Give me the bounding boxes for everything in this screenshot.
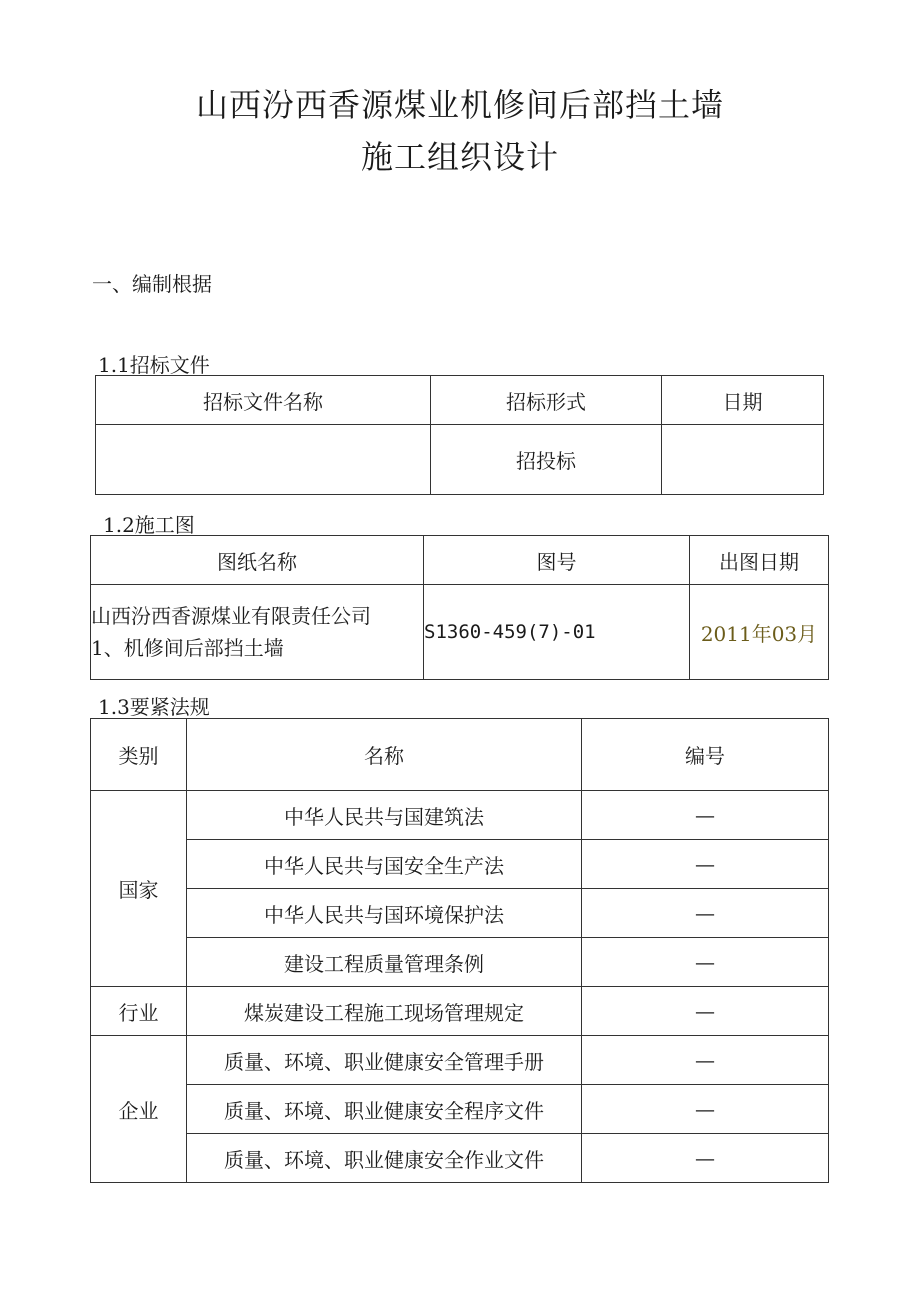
table-row [91, 840, 829, 889]
table-row [91, 1036, 829, 1085]
drawing-name-cell [91, 585, 424, 680]
regulation-name-cell: 质量、环境、职业健康安全程序文件 [187, 1085, 582, 1134]
drawing-name-line1: 山西汾西香源煤业有限责任公司 [91, 604, 371, 628]
regulation-code-cell: — [582, 938, 829, 987]
subsection-heading-tender: 1.1招标文件 [98, 353, 210, 377]
header-cell: 图纸名称 [91, 536, 424, 585]
category-cell: 行业 [91, 987, 187, 1036]
header-cell: 图号 [424, 536, 690, 585]
header-cell: 招标文件名称 [96, 376, 431, 425]
drawing-date-cell: 2011年03月 [690, 585, 829, 680]
table-cell [96, 425, 431, 495]
document-title-line2: 施工组织设计 [360, 138, 559, 176]
table-row [91, 1134, 829, 1183]
regulation-name-cell: 煤炭建设工程施工现场管理规定 [187, 987, 582, 1036]
header-cell: 出图日期 [690, 536, 829, 585]
document-title-line1: 山西汾西香源煤业机修间后部挡土墙 [195, 86, 724, 124]
table-cell [662, 425, 824, 495]
regulation-name-cell: 质量、环境、职业健康安全管理手册 [187, 1036, 582, 1085]
tender-documents-table [95, 375, 824, 495]
table-row [91, 791, 829, 840]
regulation-code-cell: — [582, 987, 829, 1036]
table-cell: 招投标 [431, 425, 662, 495]
drawing-code-cell: S1360-459(7)-01 [424, 585, 690, 680]
regulation-code-cell: — [582, 840, 829, 889]
table-row [91, 1085, 829, 1134]
header-cell: 类别 [91, 719, 187, 791]
drawings-table [90, 535, 829, 680]
table-header-row [91, 536, 829, 585]
category-cell: 国家 [91, 791, 187, 987]
regulation-name-cell: 中华人民共与国环境保护法 [187, 889, 582, 938]
table-row [91, 987, 829, 1036]
subsection-heading-regulations: 1.3要紧法规 [98, 695, 210, 719]
header-cell: 招标形式 [431, 376, 662, 425]
table-row [96, 425, 824, 495]
regulation-code-cell: — [582, 889, 829, 938]
regulation-code-cell: — [582, 1085, 829, 1134]
table-header-row [91, 719, 829, 791]
header-cell: 日期 [662, 376, 824, 425]
section-heading: 一、编制根据 [92, 272, 212, 296]
table-header-row [96, 376, 824, 425]
regulation-name-cell: 建设工程质量管理条例 [187, 938, 582, 987]
header-cell: 名称 [187, 719, 582, 791]
regulation-code-cell: — [582, 1134, 829, 1183]
subsection-heading-drawings: 1.2施工图 [103, 513, 195, 537]
regulation-code-cell: — [582, 1036, 829, 1085]
table-row [91, 889, 829, 938]
drawing-name-line2: 1、机修间后部挡土墙 [91, 636, 284, 660]
header-cell: 编号 [582, 719, 829, 791]
category-cell: 企业 [91, 1036, 187, 1183]
table-row [91, 938, 829, 987]
regulation-name-cell: 中华人民共与国建筑法 [187, 791, 582, 840]
table-row [91, 585, 829, 680]
regulation-name-cell: 中华人民共与国安全生产法 [187, 840, 582, 889]
regulation-name-cell: 质量、环境、职业健康安全作业文件 [187, 1134, 582, 1183]
regulation-code-cell: — [582, 791, 829, 840]
regulations-table [90, 718, 829, 1183]
